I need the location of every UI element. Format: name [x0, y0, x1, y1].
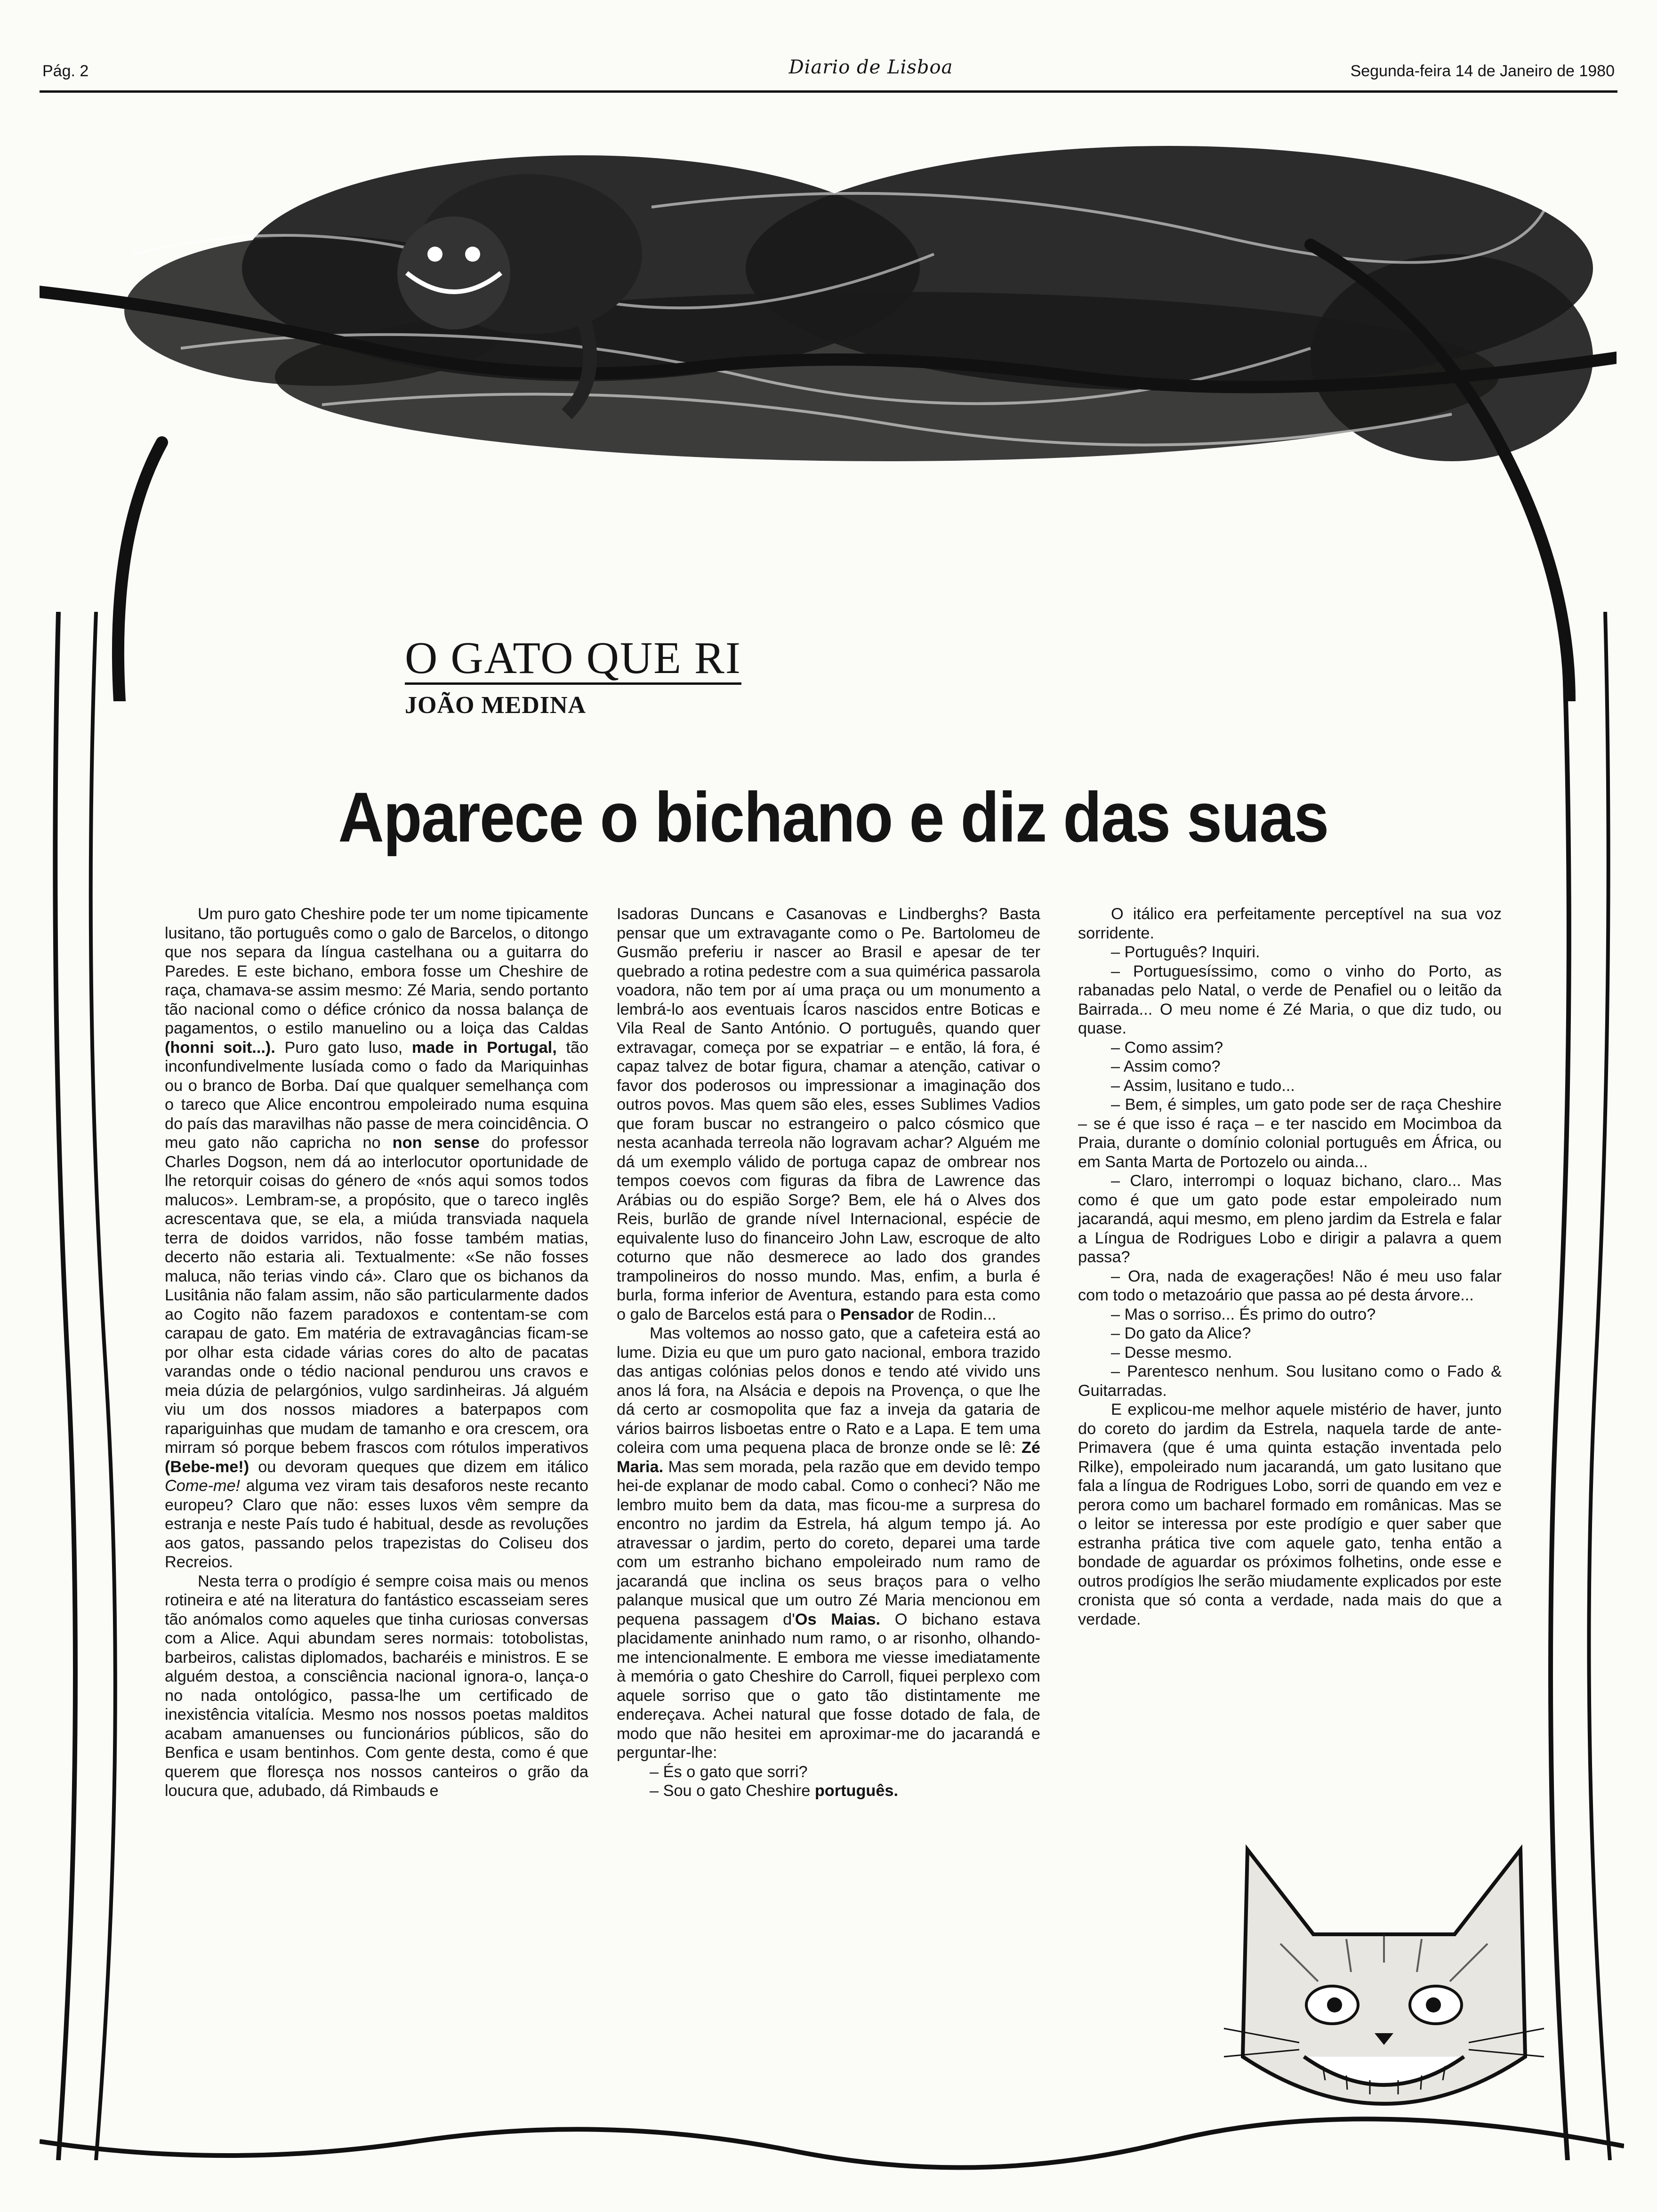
article-column-2 [617, 905, 1040, 1801]
dialogue-line: – És o gato que sorri? [650, 1763, 808, 1781]
dialogue-line: – Desse mesmo. [1111, 1343, 1232, 1362]
dialogue-line: – Mas o sorriso... És primo do outro? [1111, 1305, 1376, 1323]
dialogue-line: – Bem, é simples, um gato pode ser de raça Cheshire – se é que isso é raça – e ter nascido em Mocimboa da Praia, durante o domínio colonial português em África, ou em Santa Marta de Portozelo ou ainda... [1078, 1096, 1502, 1171]
paragraph: Nesta terra o prodígio é sempre coisa mais ou menos rotineira e até na literatura do fantástico escasseiam seres tão anómalos como aqueles que tinha curiosas conversas com a Alice. Aqui abundam seres normais: totobolistas, barbeiros, calistas diplomados, bacharéis e ministros. E se alguém destoa, a consciência nacional ignora-o, lança-o no nada ontológico, passa-lhe um certificado de inexistência vitalícia. Mesmo nos nossos poetas malditos acabam amanuenses ou funcionários públicos, são do Benfica e usam bentinhos. Com gente desta, como é que querem que floresça nos nossos canteiros o grão da loucura que, adubado, dá Rimbauds e [165, 1572, 588, 1800]
article-column-3 [1078, 905, 1502, 1629]
dialogue-line: – Português? Inquiri. [1111, 943, 1260, 961]
masthead: Diario de Lisboa [788, 56, 953, 78]
dialogue-line: – Sou o gato Cheshire português. [650, 1782, 899, 1800]
cheshire-cat-face-illustration [1205, 1812, 1563, 2151]
paragraph: E explicou-me melhor aquele mistério de haver, junto do coreto do jardim da Estrela, naquela tarde de ante-Primavera (que é uma quinta estação inventada pelo Rilke), empoleirado num jacarandá, um gato lusitano que fala a língua de Rodrigues Lobo, sorri de quando em vez e perora como um bacharel formado em românicas. Mas se o leitor se interessa por este prodígio e quer saber que estranha prática tive com aquele gato, tenha então a bondade de aguardar os próximos folhetins, onde esse e outros prodígios lhe serão miudamente explicados por este cronista que só conta a verdade, nada mais do que a verdade. [1078, 1401, 1502, 1628]
article-column-1 [165, 905, 588, 1801]
page-header [42, 53, 1615, 90]
dialogue-line: – Assim como? [1111, 1058, 1221, 1075]
dialogue-line: – Assim, lusitano e tudo... [1111, 1076, 1295, 1095]
section-title-block [405, 635, 970, 719]
page-number: Pág. 2 [42, 62, 89, 80]
section-title: O GATO QUE RI [405, 635, 741, 685]
header-rule [40, 90, 1617, 93]
article-headline: Aparece o bichano e diz das suas [338, 777, 1328, 857]
dialogue-line: – Ora, nada de exagerações! Não é meu uso falar com todo o metazoário que passa ao pé desta árvore... [1078, 1267, 1502, 1304]
issue-date: Segunda-feira 14 de Janeiro de 1980 [1350, 62, 1615, 80]
dialogue-line: – Como assim? [1111, 1038, 1223, 1057]
dialogue-line: – Portuguesíssimo, como o vinho do Porto, as rabanadas pelo Natal, o verde de Penafiel ou o leitão da Bairrada... O meu nome é Zé Maria, o que diz tudo, ou quase. [1078, 962, 1502, 1037]
dialogue-line: – Do gato da Alice? [1111, 1324, 1251, 1342]
dialogue-line: – Claro, interrompi o loquaz bichano, claro... Mas como é que um gato pode estar empoleirado num jacarandá, aqui mesmo, em pleno jardim da Estrela e falar a Língua de Rodrigues Lobo e dirigir a palavra a quem passa? [1078, 1172, 1502, 1266]
paragraph: Mas voltemos ao nosso gato, que a cafeteira está ao lume. Dizia eu que um puro gato nacional, embora trazido das antigas colónias pelos donos e tendo até vivido uns anos lá fora, na Alsácia e depois na Provença, o que lhe dá certo ar cosmopolita que faz a inveja da gataria de vários bairros lisboetas entre o Rato e a Lapa. E tem uma coleira com uma pequena placa de bronze onde se lê: Zé Maria. Mas sem morada, pela razão que em devido tempo hei-de explanar de modo cabal. Como o conheci? Não me lembro muito bem da data, mas ficou-me a surpresa do encontro no jardim da Estrela, há algum tempo já. Ao atravessar o jardim, perto do coreto, deparei uma tarde com um estranho bichano empoleirado num ramo de jacarandá que inclina os seus braços para o velho palanque musical que um outro Zé Maria mencionou em pequena passagem d'Os Maias. O bichano estava placidamente aninhado num ramo, o ar risonho, olhando-me intencionalmente. E embora me viesse imediatamente à memória o gato Cheshire do Carroll, fiquei perplexo com aquele sorriso que o gato tão distintamente me endereçava. Achei natural que fosse dotado de fala, de modo que não hesitei em aproximar-me do jacarandá e perguntar-lhe: [617, 1324, 1040, 1762]
paragraph: Isadoras Duncans e Casanovas e Lindberghs? Basta pensar que um extravagante como o Pe. Bartolomeu de Gusmão preferiu ir nascer ao Brasil e apesar de ter quebrado a rotina pedestre com a sua quimérica passarola voadora, não tem por aí uma praça ou um monumento a lembrá-lo aos eventuais Ícaros nascidos entre Boticas e Vila Real de Santo António. O português, quando quer extravagar, começa por se expatriar – e então, lá fora, é capaz talvez de botar figura, chamar a atenção, cativar o favor dos poderosos ou impressionar a imaginação dos outros povos. Mas quem são eles, esses Sublimes Vadios que foram buscar no estrangeiro o palco cósmico que nesta acanhada terreola não logravam achar? Alguém me dá um exemplo válido de portuga capaz de ombrear nos tempos coevos com figuras da fibra de Lawrence das Arábias ou do espião Sorge? Bem, ele há o Alves dos Reis, burlão de grande nível Internacional, espécie de equivalente luso do financeiro John Law, escroque de alto coturno que não desmerece ao lado dos grandes trampolineiros do nosso mundo. Mas, enfim, a burla é burla, forma inferior de Aventura, estando para esta como o galo de Barcelos está para o Pensador de Rodin... [617, 905, 1040, 1323]
paragraph: O itálico era perfeitamente perceptível na sua voz sorridente. [1078, 905, 1502, 942]
paragraph: Um puro gato Cheshire pode ter um nome tipicamente lusitano, tão português como o galo de Barcelos, o ditongo que nos separa da língua castelhana ou a guitarra do Paredes. E este bichano, embora fosse um Cheshire de raça, chamava-se assim mesmo: Zé Maria, sendo portanto tão nacional como o défice crónico da nossa balança de pagamentos, o estilo manuelino ou a loiça das Caldas (honni soit...). Puro gato luso, made in Portugal, tão inconfundivelmente lusíada como o fado da Mariquinhas ou o branco de Borba. Daí que qualquer semelhança com o tareco que Alice encontrou empoleirado numa esquina do país das maravilhas não passe de mera coincidência. O meu gato não capricha no non sense do professor Charles Dogson, nem dá ao interlocutor oportunidade de lhe retorquir coisas do género de «nós aqui somos todos malucos». Lembram-se, a propósito, que o tareco inglês acrescentava que, se ela, a miúda transviada naquela terra de doidos varridos, não fosse também matias, decerto não estaria ali. Textualmente: «Se não fosses maluca, não terias vindo cá». Claro que os bichanos da Lusitânia não falam assim, não são particularmente dados ao Cogito não fazem paradoxos e contentam-se com carapau de gato. Em matéria de extravagâncias ficam-se por olhar esta cidade várias cores do alto de pacatas varandas onde o tédio nacional pendurou uns cravos e meia dúzia de pelargónios, vulgo sardinheiras. Já alguém viu um dos nossos miadores a baterpapos com rapariguinhas que mudam de tamanho e ora crescem, ora mirram só porque bebem frascos com rótulos imperativos (Bebe-me!) ou devoram queques que dizem em itálico Come-me! alguma vez viram tais desaforos neste recanto europeu? Claro que não: esses luxos vêm sempre da estranja e neste País tudo é habitual, desde as revoluções aos gatos, passando pelos trapezistas do Coliseu dos Recreios. [165, 905, 589, 1571]
author-byline: JOÃO MEDINA [405, 692, 587, 719]
left-tree-trunk [40, 612, 124, 2160]
dialogue-line: – Parentesco nenhum. Sou lusitano como o Fado & Guitarradas. [1078, 1362, 1502, 1400]
cheshire-cat-tree-illustration [40, 113, 1617, 701]
